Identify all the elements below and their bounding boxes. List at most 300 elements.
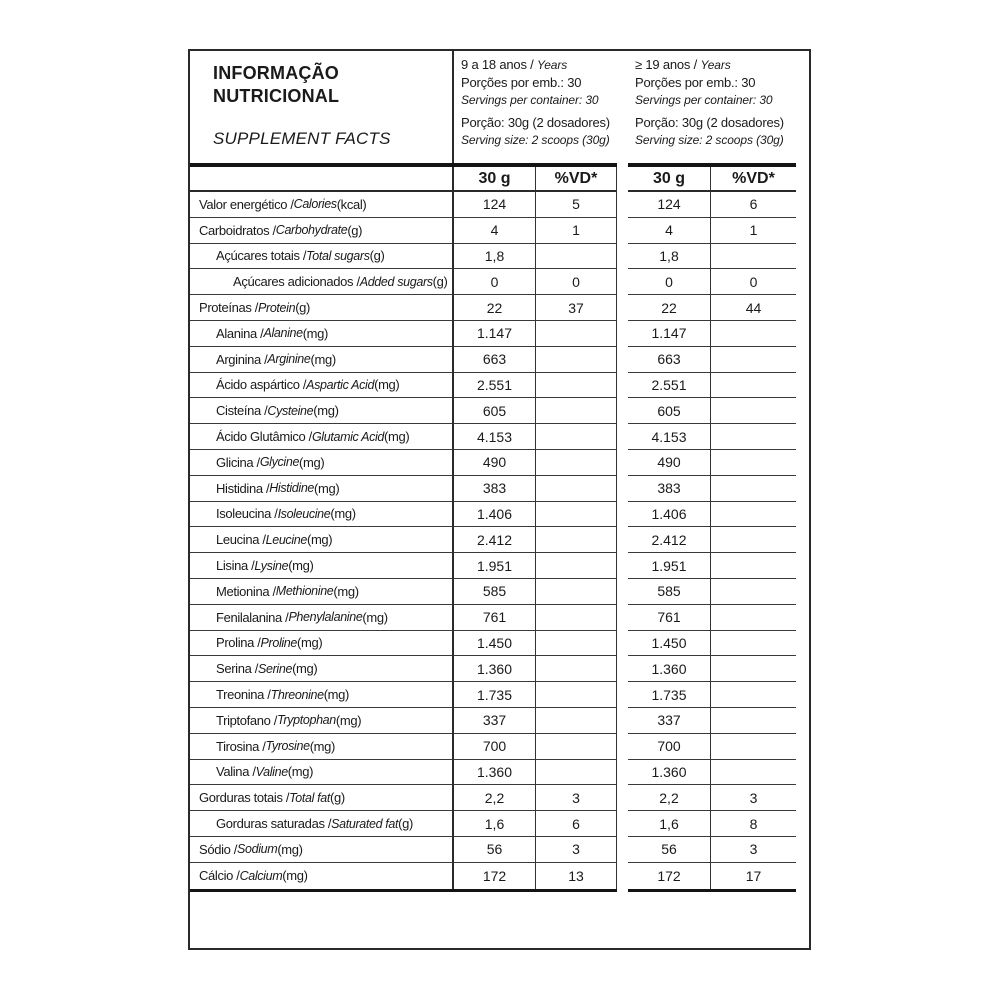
amount-19plus: 383 [628,476,711,502]
amount-19plus: 1,8 [628,244,711,270]
nutrient-name-pt: Triptofano / [216,712,278,728]
column-group-gap [617,811,628,837]
table-body [190,192,809,889]
row-filler [796,476,809,502]
serving-size-en: Serving size: 2 scoops (30g) [461,133,610,147]
column-group-gap [617,863,628,889]
column-group-gap [617,579,628,605]
nutrient-row [190,837,809,863]
dv-9-18 [536,527,617,553]
row-filler [796,708,809,734]
nutrient-name-en: Saturated fat [331,816,399,831]
nutrient-name-en: Methionine [275,584,334,599]
nutrient-name-en: Alanine [263,326,303,341]
amount-19plus: 0 [628,269,711,295]
nutrient-label [190,631,454,657]
dv-9-18 [536,373,617,399]
column-group-gap [617,321,628,347]
amount-19plus: 22 [628,295,711,321]
nutrient-label [190,656,454,682]
nutrient-name-en: Isoleucine [277,506,331,521]
nutrient-name-pt: Valina / [216,764,256,780]
nutrient-row [190,734,809,760]
nutrient-row [190,244,809,270]
nutrient-name-en: Threonine [270,687,324,702]
dv-19plus [711,708,796,734]
nutrient-row [190,553,809,579]
nutrient-name-pt: Gorduras totais / [199,790,290,806]
row-filler [796,811,809,837]
dv-19plus: 3 [711,785,796,811]
nutrient-unit: (mg) [288,558,314,574]
column-group-gap [617,553,628,579]
nutrient-name-pt: Histidina / [216,480,270,496]
nutrient-row [190,682,809,708]
nutrient-name-pt: Ácido aspártico / [216,377,307,393]
servings-per-container-en: Servings per container: 30 [635,93,773,107]
dv-19plus [711,373,796,399]
title-pt [213,62,446,108]
row-filler [796,631,809,657]
nutrient-unit: (mg) [309,738,336,754]
nutrient-unit: (g) [432,274,448,290]
dv-19plus [711,760,796,786]
dv-9-18: 1 [536,218,617,244]
column-group-gap [617,192,628,218]
nutrient-name-pt: Tirosina / [216,738,266,754]
dv-9-18 [536,502,617,528]
amount-9-18: 1.360 [454,656,536,682]
dv-19plus [711,527,796,553]
column-group-gap [617,502,628,528]
servings-per-container-en: Servings per container: 30 [461,93,599,107]
nutrient-row [190,295,809,321]
nutrient-unit: (mg) [306,532,333,548]
amount-19plus: 605 [628,398,711,424]
dv-9-18 [536,579,617,605]
nutrient-name-pt: Gorduras saturadas / [216,816,332,832]
header-right-filler [796,51,809,163]
title-block [190,51,454,163]
dv-19plus: 17 [745,867,762,884]
column-header-blank [190,167,454,192]
column-group-gap [617,760,628,786]
nutrient-label [190,837,454,863]
dv-9-18 [536,682,617,708]
dv-9-18 [536,244,617,270]
amount-9-18: 1.951 [454,553,536,579]
dv-19plus [711,244,796,270]
column-group-gap [617,631,628,657]
column-group-gap [617,837,628,863]
nutrient-row [190,424,809,450]
nutrient-unit: (mg) [374,377,400,393]
nutrient-row [190,269,809,295]
nutrient-row [190,656,809,682]
row-filler [796,785,809,811]
nutrient-label [190,502,454,528]
nutrient-label [190,347,454,373]
amount-9-18: 761 [454,605,536,631]
row-filler [796,244,809,270]
dv-19plus [711,553,796,579]
amount-9-18: 1,8 [454,244,536,270]
dv-19plus [711,398,796,424]
nutrient-name-en: Proline [260,635,298,650]
bottom-bar-left [190,889,617,892]
nutrient-row [190,527,809,553]
nutrient-unit: (mg) [287,764,314,780]
amount-19plus: 1,6 [628,811,711,837]
dv-19plus [711,656,796,682]
nutrient-name-pt: Isoleucina / [216,506,278,522]
nutrient-label [190,295,454,321]
nutrient-unit: (mg) [282,868,308,884]
dv-19plus: 44 [711,295,796,321]
amount-19plus: 1.951 [628,553,711,579]
nutrient-label [190,527,454,553]
row-filler [796,734,809,760]
row-filler [796,321,809,347]
dv-19plus [711,450,796,476]
nutrient-row [190,863,809,889]
nutrient-name-pt: Glicina / [216,454,260,470]
nutrient-name-pt: Serina / [216,661,259,677]
dv-9-18: 37 [536,295,617,321]
amount-19plus: 56 [628,837,711,863]
servings-per-container-pt: Porções por emb.: 30 [461,75,582,90]
dv-19plus: 8 [711,811,796,837]
amount-9-18: 124 [454,192,536,218]
row-filler [796,605,809,631]
amount-19plus: 1.735 [628,682,711,708]
column-header-row [190,167,809,192]
dv-19plus: 0 [711,269,796,295]
dv-9-18: 13 [536,863,617,889]
column-header-amount-9-18: 30 g [454,167,536,192]
nutrient-name-en: Phenylalanine [288,610,363,625]
serving-size-pt: Porção: 30g (2 dosadores) [461,115,610,130]
nutrient-name-en: Arginine [267,352,311,367]
amount-9-18: 1,6 [454,811,536,837]
nutrient-name-pt: Ácido Glutâmico / [216,429,312,445]
age-range [461,56,617,74]
age-range-en: Years [700,58,731,72]
column-group-gap [617,347,628,373]
column-group-gap [617,708,628,734]
nutrient-label [190,450,454,476]
amount-9-18: 1.147 [454,321,536,347]
row-filler [796,398,809,424]
row-filler [796,553,809,579]
amount-19plus: 761 [628,605,711,631]
nutrient-name-pt: Arginina / [216,351,268,367]
column-group-gap [617,734,628,760]
column-group-gap [617,398,628,424]
amount-9-18: 663 [454,347,536,373]
dv-19plus: 3 [711,837,796,863]
dv-19plus [711,321,796,347]
nutrient-name-pt: Proteínas / [199,300,259,316]
row-filler [796,295,809,321]
amount-19plus: 490 [628,450,711,476]
nutrient-unit: (mg) [313,403,339,419]
dv-9-18: 3 [536,785,617,811]
nutrient-name-en: Glycine [259,455,300,470]
amount-9-18: 1.360 [454,760,536,786]
nutrient-unit: (mg) [330,506,356,522]
nutrient-label [190,682,454,708]
nutrient-name-pt: Açúcares totais / [216,248,307,264]
nutrient-row [190,218,809,244]
amount-9-18: 700 [454,734,536,760]
nutrient-row [190,579,809,605]
amount-9-18: 490 [454,450,536,476]
column-header-filler [796,167,809,192]
amount-9-18: 1.735 [454,682,536,708]
nutrient-name-pt: Sódio / [199,841,238,857]
dv-19plus [711,631,796,657]
nutrient-unit: (mg) [277,841,303,857]
amount-9-18: 22 [454,295,536,321]
nutrient-name-en: Tyrosine [265,739,310,754]
row-filler [796,682,809,708]
nutrient-unit: (mg) [299,454,325,470]
nutrient-name-en: Valine [255,764,288,779]
nutrient-label [190,192,454,218]
dv-19plus [711,682,796,708]
nutrient-row [190,502,809,528]
amount-19plus: 663 [628,347,711,373]
amount-19plus: 700 [628,734,711,760]
nutrient-name-en: Serine [258,661,293,676]
nutrient-row [190,398,809,424]
nutrient-label [190,605,454,631]
serving-size-pt: Porção: 30g (2 dosadores) [635,115,784,130]
nutrient-label [190,708,454,734]
amount-9-18: 56 [454,837,536,863]
nutrient-unit: (kcal) [336,196,367,212]
column-group-gap [617,424,628,450]
row-filler [796,527,809,553]
dv-9-18: 0 [536,269,617,295]
column-group-gap [617,295,628,321]
amount-9-18: 172 [454,863,536,889]
column-header-dv-9-18: %VD* [536,167,617,192]
age-range-en: Years [536,58,568,72]
amount-9-18: 0 [454,269,536,295]
amount-19plus: 172 [628,863,711,889]
nutrient-name-en: Calcium [239,868,283,883]
age-range-pt: 9 a 18 anos / [461,57,537,72]
amount-19plus: 4 [628,218,711,244]
dv-9-18 [536,476,617,502]
row-filler [796,502,809,528]
column-group-gap [617,605,628,631]
nutrient-name-en: Tryptophan [277,713,336,728]
dv-19plus [711,605,796,631]
row-filler [796,656,809,682]
nutrient-label [190,218,454,244]
nutrient-name-en: Cysteine [267,403,314,418]
dv-9-18: 6 [536,811,617,837]
amount-19plus: 585 [628,579,711,605]
dv-9-18: 3 [536,837,617,863]
dv-19plus [711,579,796,605]
column-group-gap [617,527,628,553]
nutrient-name-pt: Leucina / [216,532,266,548]
amount-19plus: 2.412 [628,527,711,553]
amount-19plus: 1.406 [628,502,711,528]
dv-19plus: 1 [711,218,796,244]
nutrient-row [190,631,809,657]
nutrient-name-en: Glutamic Acid [311,429,385,444]
title-pt-line2: NUTRICIONAL [213,86,340,106]
serving-size-en: Serving size: 2 scoops (30g) [635,133,784,147]
nutrient-name-en: Leucine [265,532,307,547]
column-group-gap [617,218,628,244]
dv-19plus [711,347,796,373]
nutrient-name-en: Histidine [269,481,315,496]
nutrient-row [190,450,809,476]
amount-19plus: 1.360 [628,656,711,682]
nutrient-label [190,734,454,760]
nutrient-unit: (mg) [310,351,336,367]
amount-9-18: 585 [454,579,536,605]
nutrient-row [190,605,809,631]
serving-info-19plus [628,51,796,163]
row-filler [796,373,809,399]
dv-9-18 [536,760,617,786]
nutrient-name-pt: Fenilalanina / [216,609,289,625]
dv-19plus [711,476,796,502]
nutrient-unit: (mg) [297,635,323,651]
nutrient-name-pt: Alanina / [216,325,264,341]
nutrition-facts-panel [188,49,811,950]
nutrient-label [190,373,454,399]
nutrient-unit: (g) [398,816,413,832]
row-filler [796,192,809,218]
dv-9-18 [536,631,617,657]
nutrient-unit: (mg) [333,583,359,599]
amount-19plus: 337 [628,708,711,734]
dv-19plus: 6 [711,192,796,218]
nutrient-label [190,579,454,605]
age-range [635,56,796,74]
nutrient-row [190,476,809,502]
nutrient-name-pt: Treonina / [216,687,271,703]
nutrient-row [190,321,809,347]
nutrient-name-pt: Valor energético / [199,196,294,212]
column-group-gap [617,269,628,295]
amount-19plus: 1.147 [628,321,711,347]
row-filler [796,424,809,450]
column-group-gap [617,785,628,811]
servings-per-container-pt: Porções por emb.: 30 [635,75,756,90]
amount-9-18: 4.153 [454,424,536,450]
nutrient-label [190,553,454,579]
nutrient-row [190,811,809,837]
nutrient-name-en: Total sugars [306,248,370,263]
title-en: SUPPLEMENT FACTS [213,129,391,148]
row-filler [796,579,809,605]
amount-19plus: 124 [628,192,711,218]
nutrient-row [190,347,809,373]
nutrient-unit: (mg) [292,661,318,677]
nutrient-row [190,192,809,218]
nutrient-unit: (mg) [323,687,350,703]
nutrient-name-pt: Metionina / [216,583,276,599]
dv-9-18 [536,734,617,760]
column-group-gap [617,450,628,476]
dv-9-18 [536,450,617,476]
nutrient-name-en: Protein [258,300,296,315]
nutrient-label [190,863,454,889]
amount-19plus: 2,2 [628,785,711,811]
dv-19plus [711,424,796,450]
nutrient-label [190,269,454,295]
nutrient-row [190,760,809,786]
nutrient-label [190,244,454,270]
nutrient-label [190,811,454,837]
nutrient-name-pt: Carboidratos / [199,222,276,238]
age-range-pt: ≥ 19 anos / [635,57,701,72]
column-group-gap [617,167,628,192]
row-filler [796,269,809,295]
dv-9-18 [536,424,617,450]
nutrient-name-en: Lysine [254,558,289,573]
nutrient-label [190,785,454,811]
amount-9-18: 2,2 [454,785,536,811]
dv-9-18 [536,321,617,347]
nutrient-label [190,476,454,502]
column-header-dv-19plus: %VD* [711,167,796,192]
nutrient-name-pt: Prolina / [216,635,261,651]
nutrient-unit: (mg) [335,712,362,728]
nutrient-name-pt: Cálcio / [199,868,240,884]
amount-9-18: 2.551 [454,373,536,399]
nutrient-name-pt: Açúcares adicionados / [233,274,360,290]
nutrient-unit: (g) [330,790,345,806]
nutrient-label [190,760,454,786]
amount-19plus: 2.551 [628,373,711,399]
dv-9-18 [536,398,617,424]
column-group-gap [617,476,628,502]
column-group-gap [617,656,628,682]
amount-9-18: 605 [454,398,536,424]
row-filler [796,863,809,889]
nutrient-label [190,321,454,347]
amount-19plus: 4.153 [628,424,711,450]
nutrient-row [190,373,809,399]
nutrient-label [190,398,454,424]
nutrient-row [190,708,809,734]
nutrient-unit: (g) [295,300,311,316]
amount-19plus: 1.360 [628,760,711,786]
column-group-gap [617,244,628,270]
panel-header [190,51,809,163]
dv-9-18: 5 [536,192,617,218]
nutrient-label [190,424,454,450]
dv-9-18 [536,347,617,373]
row-filler [796,837,809,863]
nutrient-unit: (mg) [384,429,410,445]
nutrient-unit: (g) [369,248,385,264]
table-bottom-bar [190,889,809,892]
nutrient-name-en: Calories [293,197,337,212]
nutrient-name-en: Sodium [237,842,278,857]
dv-19plus [711,502,796,528]
